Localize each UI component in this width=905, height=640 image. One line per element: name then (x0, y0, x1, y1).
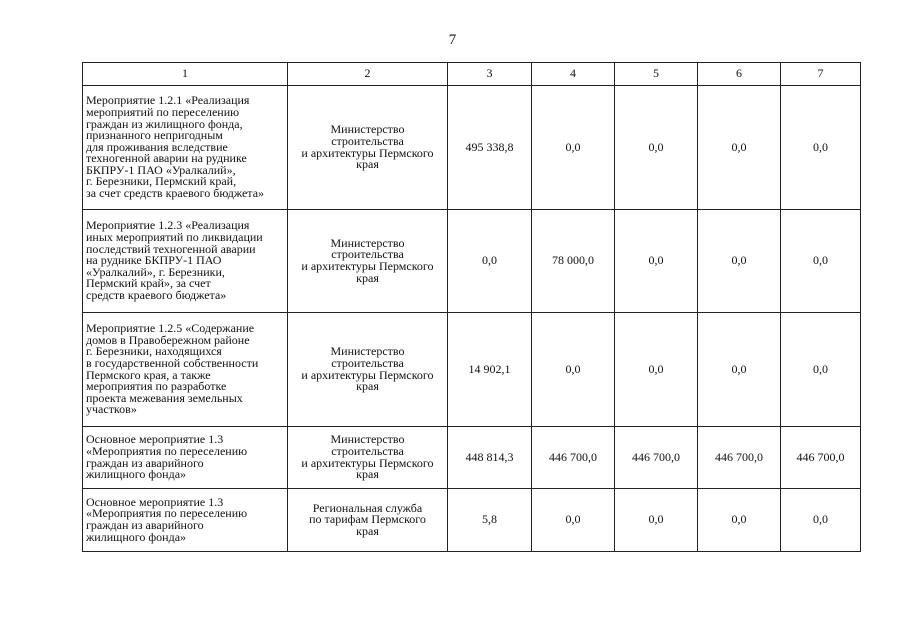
executor-line: Региональная служба (312, 500, 423, 515)
column-header: 1 (83, 63, 288, 86)
executor-line: Министерство (330, 344, 405, 359)
measure-name-line: мероприятий по переселению (86, 104, 240, 119)
value-cell: 495 338,8 (448, 86, 532, 210)
measure-name-line: для проживания вследствие (86, 139, 228, 154)
value-cell: 0,0 (698, 86, 781, 210)
measure-name-line: на руднике БКПРУ-1 ПАО (86, 253, 222, 268)
header-row (83, 63, 861, 86)
measure-name-line: БКПРУ-1 ПАО «Уралкалий», (86, 162, 236, 177)
column-header: 4 (532, 63, 615, 86)
measure-name-line: Пермского края, а также (86, 367, 211, 382)
measure-name-line: Основное мероприятие 1.3 (86, 494, 224, 509)
value-cell: 0,0 (532, 86, 615, 210)
executor-line: по тарифам Пермского (309, 512, 426, 527)
measure-name-line: жилищного фонда» (86, 529, 187, 544)
executor-line: края (356, 157, 379, 172)
page-number: 7 (448, 32, 457, 48)
measure-name-line: «Мероприятия по переселению (86, 443, 248, 458)
measure-name-line: Мероприятие 1.2.3 «Реализация (86, 218, 250, 233)
executor-line: и архитектуры Пермского (301, 455, 434, 470)
table-row (83, 313, 861, 427)
measure-name-line: граждан из аварийного (86, 518, 204, 532)
column-header: 6 (698, 63, 781, 86)
column-header: 7 (781, 63, 861, 86)
value-cell: 446 700,0 (615, 427, 698, 489)
table-row (83, 210, 861, 313)
measure-name-cell (83, 489, 288, 552)
measure-name-line: домов в Правобережном районе (86, 332, 250, 347)
measure-name-line: «Мероприятия по переселению (86, 506, 248, 521)
value-cell: 0,0 (781, 313, 861, 427)
measure-name-line: Мероприятие 1.2.5 «Содержание (86, 321, 255, 336)
value-cell: 0,0 (781, 489, 861, 552)
value-cell: 0,0 (781, 210, 861, 313)
value-cell: 448 814,3 (448, 427, 532, 489)
executor-line: и архитектуры Пермского (301, 259, 434, 273)
executor-line: края (356, 379, 379, 394)
value-cell: 0,0 (698, 210, 781, 313)
executor-line: края (356, 467, 379, 482)
measure-name-line: жилищного фонда» (86, 467, 187, 482)
executor-line: Министерство (330, 235, 405, 250)
measure-name-line: признанного непригодным (86, 128, 223, 143)
executor-line: и архитектуры Пермского (301, 367, 434, 382)
value-cell: 0,0 (615, 489, 698, 552)
executor-line: Министерство (330, 432, 405, 447)
measure-name-line: Основное мероприятие 1.3 (86, 432, 224, 447)
measure-name-line: мероприятия по разработке (86, 379, 227, 394)
executor-line: края (356, 523, 379, 538)
measure-name-line: средств краевого бюджета» (86, 287, 227, 302)
executor-line: и архитектуры Пермского (301, 145, 434, 160)
value-cell: 0,0 (615, 210, 698, 313)
value-cell: 0,0 (698, 313, 781, 427)
measure-name-line: граждан из аварийного (86, 455, 204, 470)
executor-line: строительства (331, 443, 404, 458)
value-cell: 0,0 (615, 313, 698, 427)
executor-line: строительства (331, 133, 404, 148)
value-cell: 0,0 (781, 86, 861, 210)
measure-name-line: г. Березники, Пермский край, (86, 174, 237, 189)
budget-table (82, 62, 861, 552)
table-row (83, 86, 861, 210)
measure-name-line: в государственной собственности (86, 355, 259, 370)
value-cell: 5,8 (448, 489, 532, 552)
value-cell: 0,0 (532, 489, 615, 552)
executor-cell (288, 427, 448, 489)
executor-line: строительства (331, 355, 404, 370)
value-cell: 446 700,0 (698, 427, 781, 489)
executor-line: строительства (331, 247, 404, 262)
measure-name-line: за счет средств краевого бюджета» (86, 186, 265, 201)
value-cell: 78 000,0 (532, 210, 615, 313)
executor-cell (288, 210, 448, 313)
measure-name-line: иных мероприятий по ликвидации (86, 230, 263, 245)
measure-name-line: граждан из жилищного фонда, (86, 116, 243, 131)
executor-cell (288, 86, 448, 210)
executor-line: края (356, 270, 379, 285)
column-header: 2 (288, 63, 448, 86)
value-cell: 446 700,0 (781, 427, 861, 489)
measure-name-line: «Уралкалий», г. Березники, (86, 264, 225, 279)
value-cell: 0,0 (532, 313, 615, 427)
measure-name-line: проекта межевания земельных (86, 390, 243, 405)
measure-name-cell (83, 313, 288, 427)
measure-name-line: Мероприятие 1.2.1 «Реализация (86, 93, 250, 108)
column-header: 5 (615, 63, 698, 86)
value-cell: 14 902,1 (448, 313, 532, 427)
measure-name-cell (83, 427, 288, 489)
value-cell: 0,0 (615, 86, 698, 210)
measure-name-line: участков» (86, 402, 137, 417)
value-cell: 446 700,0 (532, 427, 615, 489)
column-header: 3 (448, 63, 532, 86)
table-row (83, 427, 861, 489)
measure-name-line: г. Березники, находящихся (86, 344, 222, 359)
value-cell: 0,0 (448, 210, 532, 313)
measure-name-line: Пермский край», за счет (86, 276, 211, 291)
table-row (83, 489, 861, 552)
measure-name-line: последствий техногенной аварии (86, 241, 256, 256)
executor-cell (288, 489, 448, 552)
value-cell: 0,0 (698, 489, 781, 552)
measure-name-cell (83, 86, 288, 210)
measure-name-line: техногенной аварии на руднике (86, 151, 247, 166)
measure-name-cell (83, 210, 288, 313)
executor-line: Министерство (330, 122, 405, 137)
executor-cell (288, 313, 448, 427)
